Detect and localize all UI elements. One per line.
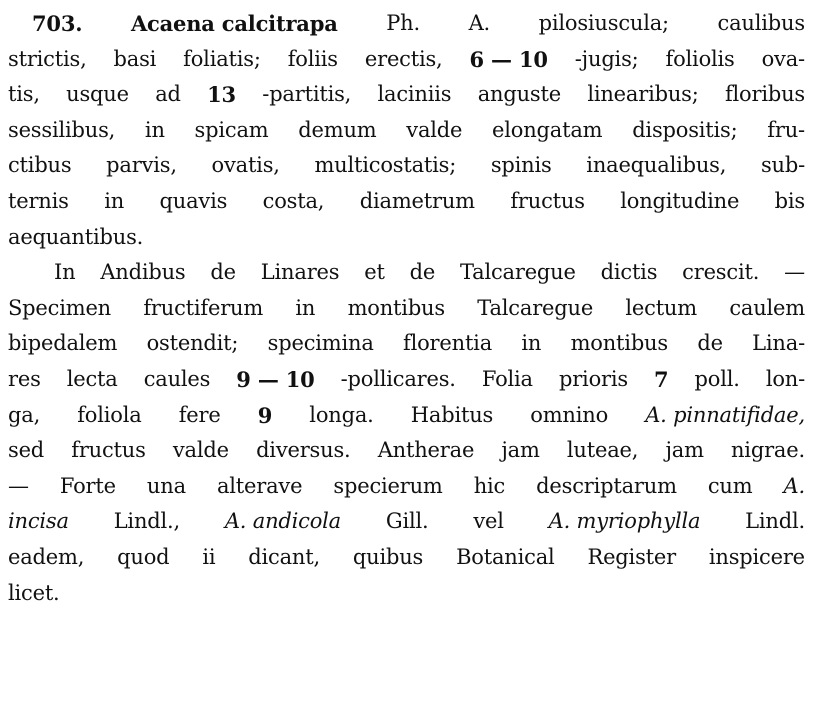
paragraph-word: A. pinnatifidae, bbox=[645, 402, 805, 427]
paragraph-word: Talcaregue bbox=[477, 295, 594, 320]
paragraph-word: Forte bbox=[59, 473, 116, 498]
entry-word: ternis bbox=[8, 188, 69, 213]
paragraph-word: 9 — 10 bbox=[236, 366, 315, 392]
entry-word: quavis bbox=[159, 188, 228, 213]
entry-word: fructus bbox=[510, 188, 585, 213]
entry-word: ova- bbox=[761, 46, 805, 71]
paragraph-word: fructus bbox=[71, 438, 146, 463]
entry-word: anguste bbox=[477, 82, 561, 107]
entry-word: -jugis; bbox=[574, 46, 639, 71]
paragraph-word: fructiferum bbox=[143, 295, 264, 320]
paragraph-word: ii bbox=[202, 544, 216, 569]
entry-word: 13 bbox=[207, 82, 236, 108]
paragraph-word: foliola bbox=[77, 402, 142, 427]
paragraph-word: in bbox=[521, 331, 542, 356]
entry-word: in bbox=[144, 117, 165, 142]
paragraph-word: una bbox=[146, 473, 186, 498]
paragraph-word: -pollicares. bbox=[340, 366, 456, 391]
entry-word: sessilibus, bbox=[8, 117, 116, 142]
entry-word: Acaena calcitrapa bbox=[130, 11, 338, 36]
paragraph-word: diversus. bbox=[256, 438, 351, 463]
paragraph-word: de bbox=[697, 331, 723, 356]
paragraph-word: — bbox=[8, 473, 29, 498]
paragraph-word: jam bbox=[501, 438, 540, 463]
paragraph-word: in bbox=[295, 295, 316, 320]
paragraph-word: vel bbox=[473, 509, 504, 534]
entry-word: 703. bbox=[32, 11, 83, 36]
paragraph-word: de bbox=[409, 260, 436, 285]
document-page bbox=[8, 6, 805, 611]
paragraph-line bbox=[8, 540, 805, 576]
paragraph-word: montibus bbox=[570, 331, 668, 356]
paragraph-word: In bbox=[54, 260, 76, 285]
paragraph-word: specimina bbox=[267, 331, 374, 356]
paragraph-word: 9 bbox=[257, 402, 273, 428]
paragraph-word: ga, bbox=[8, 402, 41, 427]
entry-line bbox=[8, 113, 805, 149]
entry-word: fru- bbox=[767, 117, 805, 142]
entry-word: ctibus bbox=[8, 153, 72, 178]
entry-word: strictis, bbox=[8, 46, 87, 71]
paragraph-word: de bbox=[210, 260, 236, 285]
entry-word: laciniis bbox=[377, 82, 452, 107]
entry-word: in bbox=[104, 188, 125, 213]
entry-word: foliis bbox=[287, 46, 338, 71]
entry-line bbox=[8, 184, 805, 220]
entry-word: sub- bbox=[760, 153, 805, 178]
entry-word: caulibus bbox=[717, 11, 805, 35]
paragraph-word: sed bbox=[8, 438, 45, 463]
paragraph-word: cum bbox=[707, 473, 753, 498]
paragraph-word: caules bbox=[143, 366, 211, 391]
entry-word: bis bbox=[774, 188, 805, 213]
paragraph-word: Botanical bbox=[456, 544, 555, 569]
paragraph-word: Talcaregue bbox=[459, 260, 576, 285]
paragraph-word: omnino bbox=[530, 402, 609, 427]
paragraph-word: specierum bbox=[333, 473, 443, 498]
entry-word: foliatis; bbox=[183, 46, 261, 71]
paragraph-line bbox=[8, 398, 805, 434]
paragraph-word: Gill. bbox=[385, 509, 429, 534]
paragraph-word: crescit. bbox=[682, 260, 760, 285]
paragraph-word: inspicere bbox=[708, 544, 805, 569]
paragraph-word: Lindl., bbox=[113, 509, 180, 534]
paragraph-word: descriptarum bbox=[536, 473, 677, 498]
entry-word: parvis, bbox=[106, 153, 177, 178]
paragraph-word: jam bbox=[665, 438, 704, 463]
paragraph-word: nigrae. bbox=[730, 438, 805, 463]
paragraph-word: incisa bbox=[8, 509, 69, 534]
paragraph-word: Lina- bbox=[752, 331, 805, 356]
entry-word: costa, bbox=[262, 188, 325, 213]
paragraph-word: 7 bbox=[654, 366, 669, 392]
paragraph-word: A. bbox=[783, 473, 805, 498]
entry-line bbox=[8, 148, 805, 184]
paragraph-word: eadem, bbox=[8, 544, 85, 569]
entry-word: ad bbox=[155, 82, 181, 107]
paragraph-word: bipedalem bbox=[8, 331, 118, 356]
paragraph-word: prioris bbox=[558, 366, 628, 391]
paragraph-word: A. myriophylla bbox=[548, 509, 701, 534]
paragraph-word: montibus bbox=[347, 295, 445, 320]
entry-word: pilosiuscula; bbox=[538, 11, 669, 35]
entry-word: -partitis, bbox=[262, 82, 352, 107]
entry-word: linearibus; bbox=[587, 82, 699, 107]
paragraph-word: Habitus bbox=[410, 402, 494, 427]
paragraph-line bbox=[8, 362, 805, 398]
entry-word: A. bbox=[468, 11, 491, 35]
entry-line bbox=[8, 77, 805, 113]
entry-word: foliolis bbox=[665, 46, 735, 71]
paragraph-word: valde bbox=[172, 438, 229, 463]
paragraph-word: dictis bbox=[600, 260, 658, 285]
paragraph-word: fere bbox=[178, 402, 221, 427]
entry-line bbox=[8, 220, 805, 256]
paragraph-line bbox=[8, 576, 805, 612]
entry-word: dispositis; bbox=[632, 117, 738, 142]
paragraph-word: licet. bbox=[8, 580, 60, 605]
entry-word: spinis bbox=[490, 153, 552, 178]
paragraph-word: res bbox=[8, 366, 41, 391]
entry-word: inaequalibus, bbox=[586, 153, 727, 178]
paragraph-word: lecta bbox=[66, 366, 118, 391]
paragraph-word: hic bbox=[473, 473, 506, 498]
entry-word: basi bbox=[113, 46, 157, 71]
species-entry bbox=[8, 6, 805, 255]
habitat-paragraph bbox=[8, 255, 805, 611]
paragraph-word: Specimen bbox=[8, 295, 112, 320]
paragraph-line bbox=[8, 469, 805, 505]
paragraph-word: Linares bbox=[260, 260, 340, 285]
paragraph-line bbox=[8, 326, 805, 362]
paragraph-word: luteae, bbox=[566, 438, 639, 463]
entry-word: longitudine bbox=[620, 188, 740, 213]
paragraph-word: — bbox=[784, 260, 805, 285]
paragraph-word: Andibus bbox=[100, 260, 186, 285]
paragraph-word: quod bbox=[117, 544, 170, 569]
entry-line bbox=[8, 6, 805, 42]
paragraph-word: A. andicola bbox=[224, 509, 342, 534]
paragraph-word: lectum bbox=[625, 295, 697, 320]
paragraph-word: dicant, bbox=[248, 544, 320, 569]
paragraph-line bbox=[8, 291, 805, 327]
entry-word: multicostatis; bbox=[314, 153, 457, 178]
entry-line bbox=[8, 42, 805, 78]
entry-word: aequantibus. bbox=[8, 224, 144, 249]
paragraph-word: Antherae bbox=[377, 438, 475, 463]
paragraph-word: longa. bbox=[309, 402, 374, 427]
paragraph-word: caulem bbox=[729, 295, 805, 320]
paragraph-line bbox=[8, 504, 805, 540]
entry-word: Ph. bbox=[386, 11, 420, 35]
paragraph-word: quibus bbox=[352, 544, 424, 569]
paragraph-word: Register bbox=[587, 544, 676, 569]
paragraph-word: poll. bbox=[694, 366, 740, 391]
entry-word: valde bbox=[406, 117, 463, 142]
paragraph-word: alterave bbox=[216, 473, 303, 498]
paragraph-word: Folia bbox=[481, 366, 533, 391]
entry-word: elongatam bbox=[492, 117, 603, 142]
entry-word: demum bbox=[298, 117, 377, 142]
entry-word: ovatis, bbox=[211, 153, 280, 178]
entry-word: spicam bbox=[194, 117, 269, 142]
entry-word: usque bbox=[66, 82, 129, 107]
entry-word: tis, bbox=[8, 82, 40, 107]
paragraph-word: Lindl. bbox=[745, 509, 805, 534]
paragraph-word: et bbox=[364, 260, 385, 285]
entry-word: floribus bbox=[724, 82, 805, 107]
entry-word: 6 — 10 bbox=[469, 46, 548, 72]
paragraph-word: lon- bbox=[765, 366, 805, 391]
paragraph-word: florentia bbox=[403, 331, 493, 356]
paragraph-line bbox=[8, 433, 805, 469]
paragraph-line bbox=[8, 255, 805, 291]
entry-word: erectis, bbox=[364, 46, 443, 71]
paragraph-word: ostendit; bbox=[146, 331, 239, 356]
entry-word: diametrum bbox=[359, 188, 475, 213]
